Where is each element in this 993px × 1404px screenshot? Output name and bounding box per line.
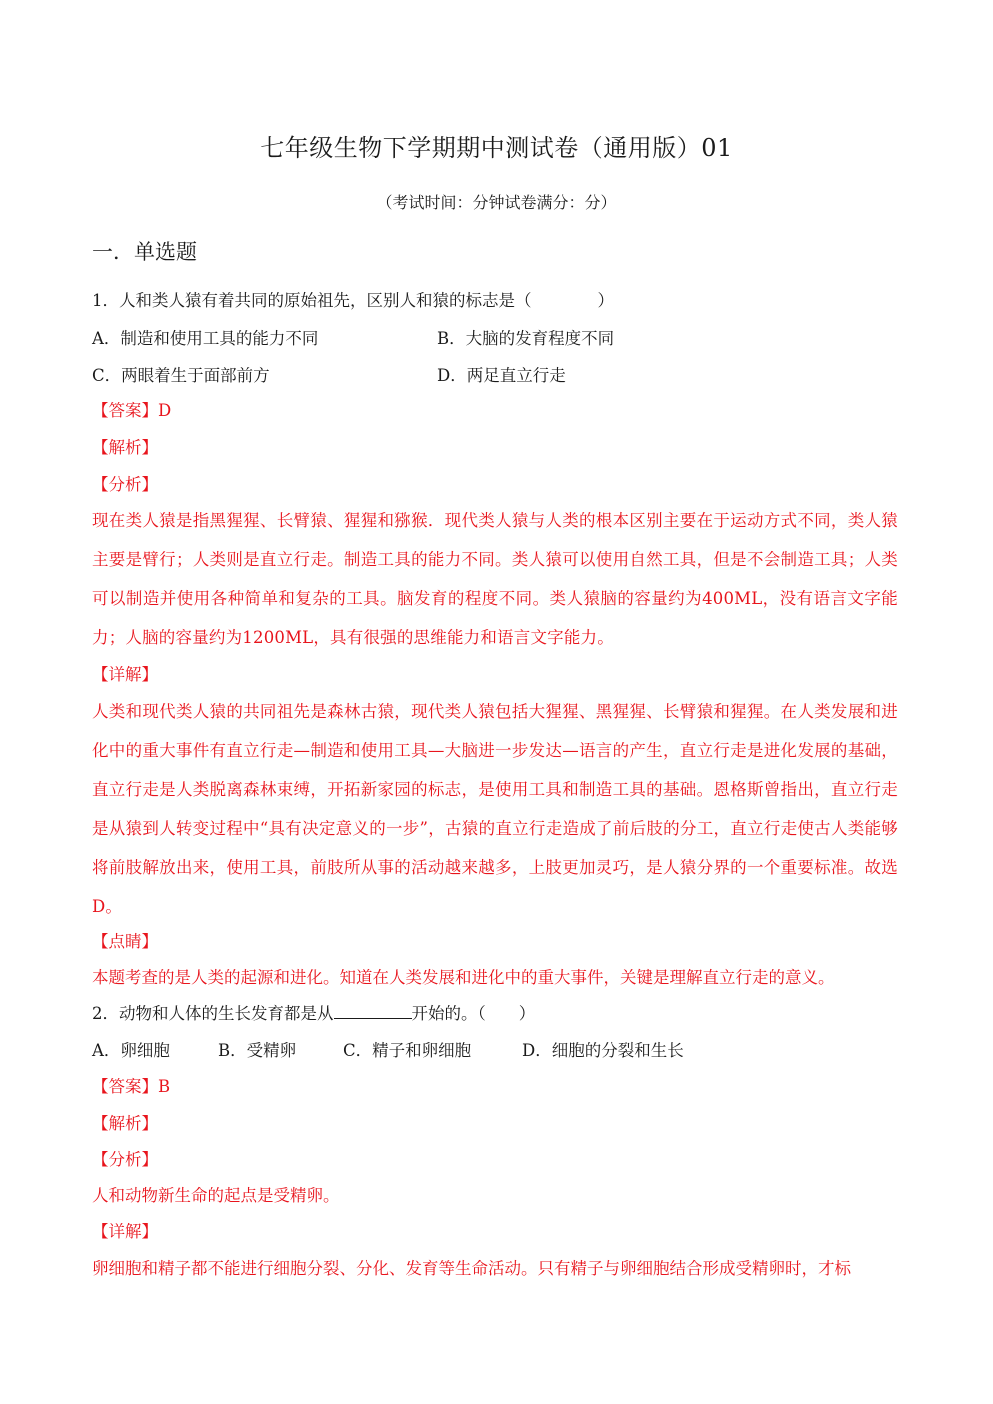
q2-option-c: C．精子和卵细胞: [343, 1041, 472, 1060]
q2-stem-after: 开始的。（ ）: [411, 1004, 536, 1023]
q1-dianjing-text: 本题考查的是人类的起源和进化。知道在人类发展和进化中的重大事件，关键是理解直立行走的意义。: [92, 968, 835, 987]
q2-stem-before: 2．动物和人体的生长发育都是从: [92, 1004, 334, 1023]
q1-xiangjie-label: 【详解】: [92, 665, 158, 684]
q1-xiangjie-text: 人类和现代类人猿的共同祖先是森林古猿，现代类人猿包括大猩猩、黑猩猩、长臂猿和猩猩。在人类发展和进化中的重大事件有直立行走—制造和使用工具—大脑进一步发达—语言的产生，直立行走是进化发展的基础，直立行走是人类脱离森林束缚，开拓新家园的标志，是使用工具和制造工具的基础。恩格斯曾指出，直立行走是从猿到人转变过程中“具有决定意义的一步”，古猿的直立行走造成了前后肢的分工，直立行走使古人类能够将前肢解放出来，使用工具，前肢所从事的活动越来越多，上肢更加灵巧，是人猿分界的一个重要标准。故选D。: [92, 702, 898, 916]
exam-info: （考试时间：分钟试卷满分：分）: [376, 193, 617, 212]
q2-option-d: D．细胞的分裂和生长: [522, 1041, 684, 1060]
q2-jiexi-label: 【解析】: [92, 1114, 158, 1133]
q1-option-c: C．两眼着生于面部前方: [92, 366, 270, 385]
answer-value: D: [158, 401, 172, 420]
q2-fenxi-label: 【分析】: [92, 1150, 158, 1169]
section-heading: 一．单选题: [92, 240, 197, 264]
q2-xiangjie-text: 卵细胞和精子都不能进行细胞分裂、分化、发育等生命活动。只有精子与卵细胞结合形成受精卵时，才标: [92, 1259, 851, 1278]
q1-option-a: A．制造和使用工具的能力不同: [92, 329, 319, 348]
q2-answer-blank: [334, 1004, 412, 1019]
answer-value: B: [158, 1077, 171, 1096]
page-title: 七年级生物下学期期中测试卷（通用版）01: [260, 134, 733, 162]
answer-label: 【答案】: [92, 401, 158, 420]
q1-fenxi-text: 现在类人猿是指黑猩猩、长臂猿、猩猩和猕猴．现代类人猿与人类的根本区别主要在于运动方式不同，类人猿主要是臂行；人类则是直立行走。制造工具的能力不同。类人猿可以使用自然工具，但是不会制造工具；人类可以制造并使用各种简单和复杂的工具。脑发育的程度不同。类人猿脑的容量约为400ML，没有语言文字能力；人脑的容量约为1200ML，具有很强的思维能力和语言文字能力。: [92, 511, 898, 647]
q1-jiexi-label: 【解析】: [92, 438, 158, 457]
q2-xiangjie-label: 【详解】: [92, 1222, 158, 1241]
q1-fenxi-label: 【分析】: [92, 475, 158, 494]
q2-option-b: B．受精卵: [218, 1041, 297, 1060]
q2-fenxi-text: 人和动物新生命的起点是受精卵。: [92, 1186, 340, 1205]
q2-option-a: A．卵细胞: [92, 1041, 170, 1060]
q1-dianjing-label: 【点睛】: [92, 932, 158, 951]
question-2-stem: [92, 1004, 535, 1024]
answer-label: 【答案】: [92, 1077, 158, 1096]
q2-answer: [92, 1077, 170, 1097]
q1-option-d: D．两足直立行走: [437, 366, 566, 385]
q1-answer: [92, 401, 171, 421]
q1-option-b: B．大脑的发育程度不同: [437, 329, 615, 348]
question-1-stem: 1．人和类人猿有着共同的原始祖先，区别人和猿的标志是（ ）: [92, 291, 614, 310]
